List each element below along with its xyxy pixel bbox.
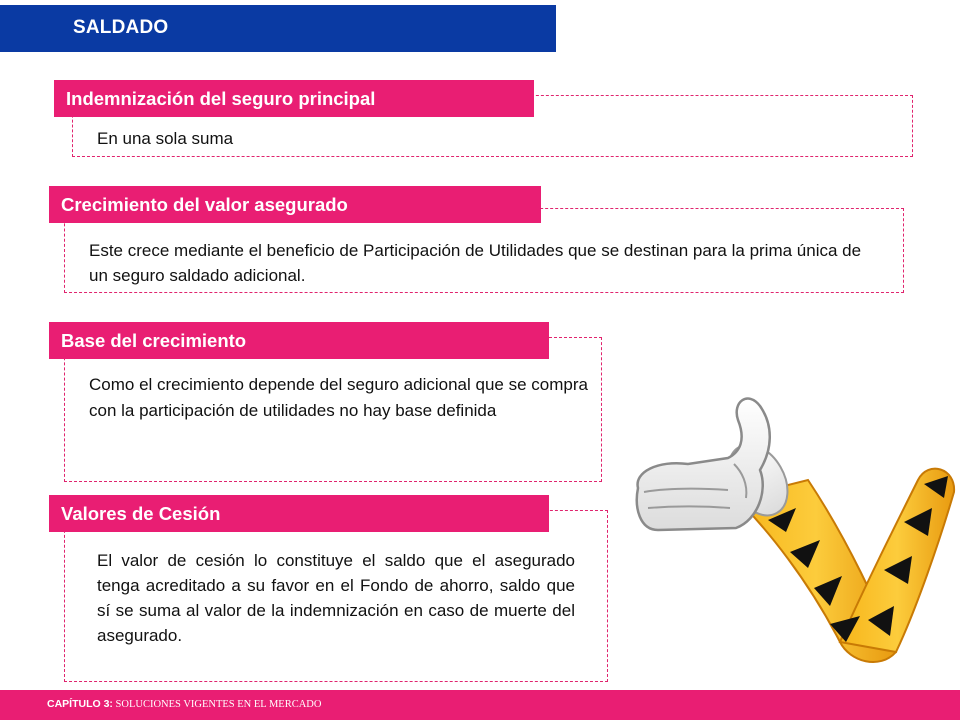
section-2-body: Este crece mediante el beneficio de Participación de Utilidades que se destinan para la prima única de un seguro saldado adicional. [89,241,862,285]
title-bar [0,5,556,52]
footer-chapter [47,698,321,710]
section-1-header-label: Indemnización del seguro principal [66,87,376,109]
footer-bar [0,690,960,720]
section-4-body: El valor de cesión lo constituye el saldo que el asegurado tenga acreditado a su favor en el Fondo de ahorro, saldo que sí se suma al valor de la indemnización en caso de muerte del asegurado. [97,551,575,645]
page-title: SALDADO [73,17,169,38]
section-2-header [49,186,541,223]
section-3-body: Como el crecimiento depende del seguro adicional que se compra con la participación de utilidades no hay base definida [89,375,588,420]
section-2-header-label: Crecimiento del valor asegurado [61,193,348,215]
footer-chapter-label: CAPÍTULO 3: [47,698,113,710]
section-4-header-label: Valores de Cesión [61,502,221,524]
section-1-body: En una sola suma [97,129,234,148]
tiger-arm-pointing-icon [618,380,960,692]
section-1-header [54,80,534,117]
section-4-header [49,495,549,532]
footer-chapter-title: SOLUCIONES VIGENTES EN EL MERCADO [115,699,322,710]
section-3-header [49,322,549,359]
section-3-header-label: Base del crecimiento [61,329,247,351]
